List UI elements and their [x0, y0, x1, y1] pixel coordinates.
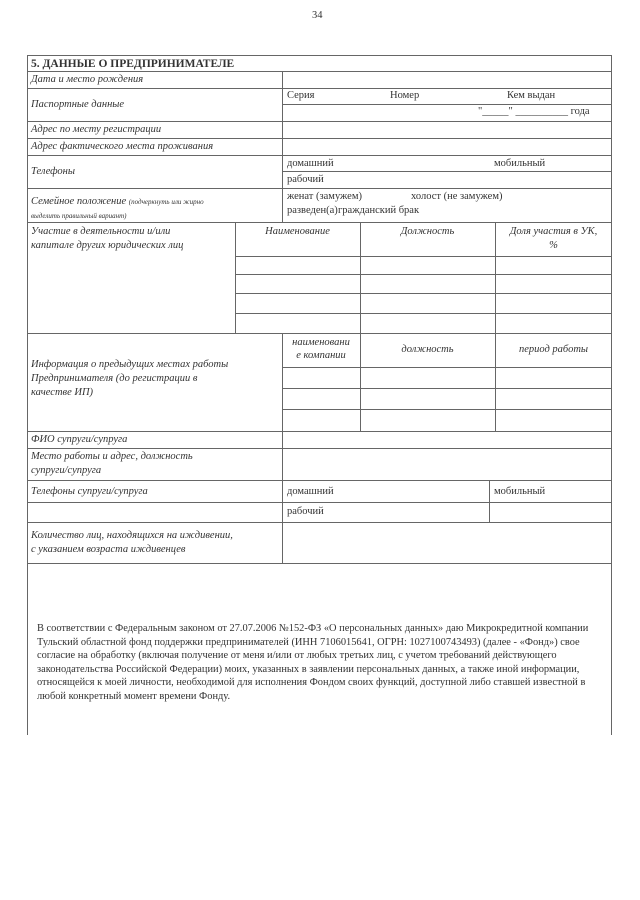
label-participation: Участие в деятельности и/или [31, 226, 171, 237]
label-prev-work: качестве ИП) [31, 387, 94, 398]
label-spouse-phone-home: домашний [287, 486, 334, 497]
label-phones: Телефоны [31, 166, 75, 177]
row-divider [282, 388, 612, 389]
column-divider [282, 431, 283, 563]
row-divider [27, 155, 612, 156]
row-divider [282, 171, 612, 172]
label-dependents: Количество лиц, находящихся на иждивении, [31, 530, 233, 541]
label-series: Серия [287, 90, 315, 101]
row-divider [27, 502, 612, 503]
consent-paragraph: В соответствии с Федеральным законом от 27.07.2006 №152-ФЗ «О персональных данных» даю Микрокредитной компании Тульский областной фонд поддержки предпринимателей (ИНН 7106015641, ОГРН: 1027100743493) (далее - «Фонд») свое согласие на обработку (включая получение от меня и/или от любых третьих лиц, с учетом требований действующего законодательства Российской Федерации) моих, указанных в заявлении персональных данных, а также иной информации, относящейся к моей личности, необходимой для исполнения Фондом своих функций, доступной либо ставшей известной в любой конкретный момент времени Фонду. [37, 623, 589, 702]
label-issued-by: Кем выдан [507, 90, 556, 101]
row-divider [235, 313, 612, 314]
column-divider [282, 71, 283, 222]
marital-option: гражданский брак [338, 205, 420, 216]
label-prev-work: Предпринимателя (до регистрации в [31, 373, 198, 384]
row-divider [27, 121, 612, 122]
row-divider [235, 256, 612, 257]
label-prev-work: Информация о предыдущих местах работы [31, 359, 229, 370]
row-divider [27, 333, 612, 334]
row-divider [27, 88, 612, 89]
label-spouse-work: Место работы и адрес, должность [31, 451, 193, 462]
marital-note: (подчеркнуть или жирно [128, 198, 204, 206]
label-dependents: с указанием возраста иждивенцев [31, 544, 186, 555]
column-divider [235, 222, 236, 333]
row-divider [282, 367, 612, 368]
label-passport: Паспортные данные [31, 99, 125, 110]
label-number: Номер [390, 90, 420, 101]
col-header-position: Должность [400, 226, 455, 237]
marital-option: холост (не замужем) [411, 191, 503, 202]
column-divider [360, 222, 361, 431]
table-border [611, 55, 612, 735]
row-divider [27, 431, 612, 432]
row-divider [27, 71, 612, 72]
label-phone-home: домашний [287, 158, 334, 169]
row-divider [27, 522, 612, 523]
passport-date-field: "_____" __________ года [478, 106, 590, 117]
row-divider [27, 563, 612, 564]
marital-option: женат (замужем) [287, 191, 362, 202]
column-divider [489, 480, 490, 522]
table-border [27, 55, 612, 56]
label-spouse-phone-work: рабочий [287, 506, 324, 517]
marital-note: выделить правильный вариант) [31, 212, 127, 220]
label-actual-address: Адрес фактического места проживания [31, 141, 214, 152]
row-divider [27, 138, 612, 139]
row-divider [282, 104, 612, 105]
col-header-company: е компании [296, 350, 346, 361]
label-participation: капитале других юридических лиц [31, 240, 184, 251]
row-divider [235, 293, 612, 294]
row-divider [27, 448, 612, 449]
label-spouse-work: супруги/супруга [31, 465, 102, 476]
col-header-company: наименовани [292, 337, 350, 348]
marital-option: разведен(а) [287, 205, 338, 216]
table-border [27, 55, 28, 735]
label-phone-mobile: мобильный [494, 158, 546, 169]
col-header-name: Наименование [265, 226, 330, 237]
column-divider [495, 222, 496, 431]
row-divider [282, 409, 612, 410]
section-title: 5. ДАННЫЕ О ПРЕДПРИНИМАТЕЛЕ [31, 58, 235, 70]
page-number: 34 [312, 10, 323, 21]
label-spouse-name: ФИО супруги/супруга [31, 434, 128, 445]
label-marital: Семейное положение [31, 196, 127, 207]
row-divider [235, 274, 612, 275]
row-divider [27, 480, 612, 481]
label-birth: Дата и место рождения [31, 74, 144, 85]
label-spouse-phones: Телефоны супруги/супруга [31, 486, 148, 497]
col-header-position: должность [401, 344, 454, 355]
row-divider [27, 222, 612, 223]
label-phone-work: рабочий [287, 174, 324, 185]
col-header-period: период работы [518, 344, 589, 355]
col-header-share: Доля участия в УК, [509, 226, 598, 237]
label-reg-address: Адрес по месту регистрации [31, 124, 162, 135]
label-spouse-phone-mobile: мобильный [494, 486, 546, 497]
row-divider [27, 188, 612, 189]
col-header-share: % [549, 240, 558, 251]
